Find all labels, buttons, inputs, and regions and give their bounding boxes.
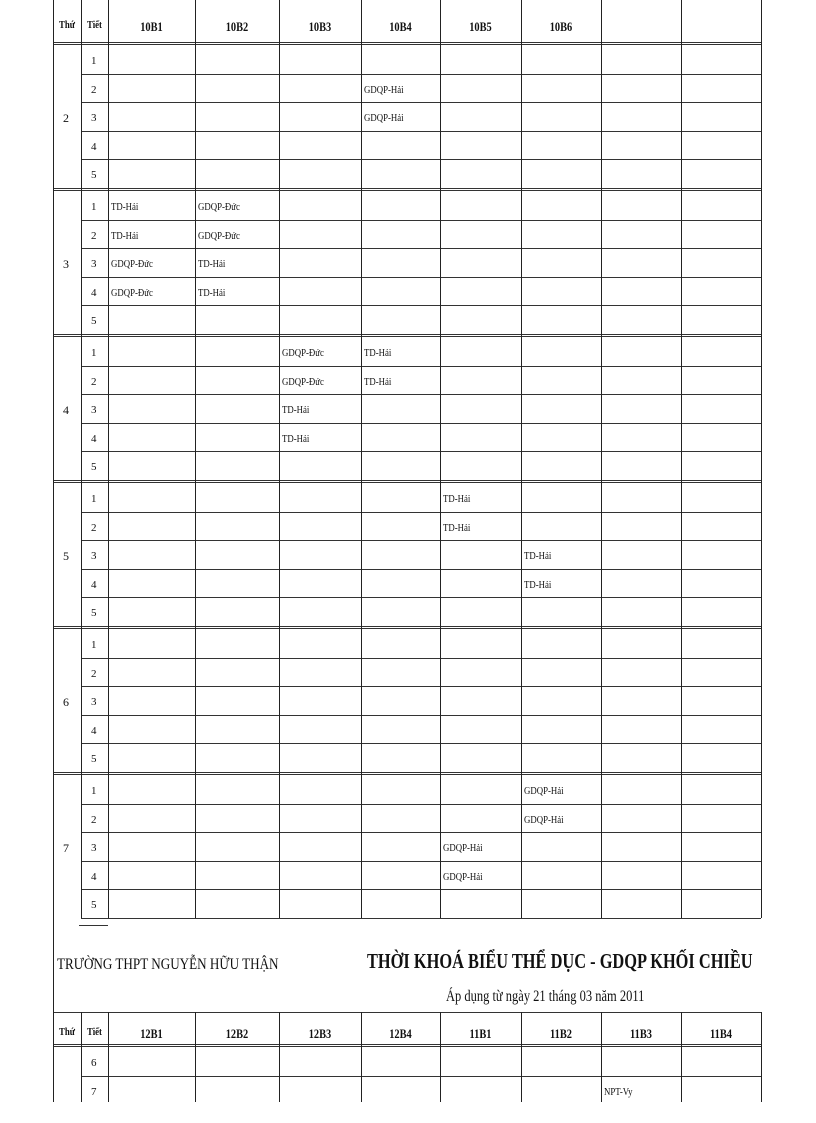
- schedule-entry: TD-Hải: [364, 375, 392, 388]
- grid-vline: [361, 0, 362, 918]
- schedule-entry: NPT-Vy: [604, 1085, 633, 1098]
- class-column-header: 11B3: [630, 1026, 652, 1041]
- effective-date: Áp dụng từ ngày 21 tháng 03 năm 2011: [446, 988, 645, 1005]
- class-column-header: 12B1: [140, 1026, 163, 1041]
- period-number: 1: [91, 347, 97, 359]
- grid-vline: [53, 918, 54, 1012]
- grid-vline: [440, 1012, 441, 1102]
- schedule-entry: GDQP-Đức: [111, 258, 153, 271]
- period-number: 3: [91, 112, 97, 125]
- grid-vline: [440, 0, 441, 918]
- class-column-header: 10B2: [225, 19, 249, 34]
- grid-hline: [81, 220, 761, 221]
- period-number: 4: [91, 286, 97, 299]
- period-number: 5: [91, 461, 97, 474]
- grid-vline: [108, 1012, 109, 1102]
- grid-vline: [279, 0, 280, 918]
- class-column-header: 11B1: [469, 1026, 492, 1041]
- class-column-header: 10B6: [549, 19, 573, 34]
- day-number: 5: [63, 548, 69, 563]
- grid-vline: [681, 0, 682, 918]
- period-number: 3: [91, 696, 97, 709]
- schedule-entry: GDQP-Đức: [282, 347, 324, 359]
- class-column-header: 12B4: [389, 1026, 412, 1041]
- schedule-entry: TD-Hải: [524, 550, 552, 563]
- grid-hline: [81, 305, 761, 306]
- grid-hline: [79, 925, 108, 926]
- schedule-entry: GDQP-Hải: [443, 842, 483, 855]
- period-number: 3: [91, 550, 97, 563]
- schedule-entry: GDQP-Đức: [282, 375, 324, 388]
- schedule-entry: GDQP-Đức: [111, 286, 153, 299]
- schedule-entry: TD-Hải: [524, 578, 552, 591]
- grid-hline: [81, 512, 761, 513]
- period-number: 5: [91, 607, 97, 620]
- grid-vline: [53, 1012, 54, 1102]
- timetable-title: THỜI KHOÁ BIỂU THỂ DỤC - GDQP KHỐI CHIỀU: [367, 949, 753, 973]
- grid-vline: [521, 0, 522, 918]
- period-number: 4: [91, 432, 97, 445]
- grid-vline: [279, 1012, 280, 1102]
- grid-hline: [81, 861, 761, 862]
- grid-hline: [81, 394, 761, 395]
- grid-hline: [81, 658, 761, 659]
- grid-vline: [761, 0, 762, 918]
- grid-hline: [53, 188, 761, 191]
- grid-hline: [81, 159, 761, 160]
- period-number: 6: [91, 1057, 97, 1069]
- period-number: 7: [91, 1085, 97, 1098]
- class-column-header: 10B3: [308, 19, 332, 34]
- grid-hline: [81, 248, 761, 249]
- grid-vline: [361, 1012, 362, 1102]
- day-number: 6: [63, 694, 69, 709]
- grid-vline: [681, 1012, 682, 1102]
- period-number: 2: [91, 813, 97, 826]
- grid-hline: [53, 334, 761, 337]
- grid-hline: [81, 569, 761, 570]
- grid-vline: [761, 1012, 762, 1102]
- grid-hline: [81, 804, 761, 805]
- day-number: 2: [63, 110, 69, 125]
- grid-vline: [601, 1012, 602, 1102]
- grid-hline: [53, 626, 761, 629]
- day-column-header: Thứ: [58, 19, 76, 31]
- period-number: 2: [91, 667, 97, 680]
- grid-vline: [53, 0, 54, 918]
- schedule-entry: TD-Hải: [282, 432, 310, 445]
- period-number: 2: [91, 375, 97, 388]
- grid-hline: [53, 1012, 761, 1013]
- period-number: 1: [91, 201, 97, 213]
- class-column-header: 12B3: [308, 1026, 332, 1041]
- grid-hline: [81, 597, 761, 598]
- grid-hline: [53, 772, 761, 775]
- class-column-header: 11B4: [710, 1026, 732, 1041]
- day-number: 3: [63, 256, 69, 271]
- schedule-entry: GDQP-Hải: [364, 83, 404, 96]
- period-number: 4: [91, 870, 97, 883]
- grid-hline: [53, 1044, 761, 1047]
- period-number: 5: [91, 899, 97, 912]
- grid-hline: [81, 131, 761, 132]
- period-number: 5: [91, 315, 97, 328]
- grid-hline: [81, 366, 761, 367]
- class-column-header: 11B2: [550, 1026, 572, 1041]
- schedule-entry: GDQP-Hải: [443, 870, 483, 883]
- grid-hline: [53, 480, 761, 483]
- grid-hline: [81, 889, 761, 890]
- schedule-entry: TD-Hải: [282, 404, 310, 417]
- day-number: 7: [63, 840, 69, 855]
- schedule-entry: TD-Hải: [198, 258, 226, 271]
- schedule-entry: GDQP-Hải: [524, 813, 564, 826]
- period-column-header: Tiết: [87, 19, 102, 31]
- period-number: 1: [91, 639, 97, 651]
- schedule-entry: TD-Hải: [364, 347, 392, 359]
- grid-hline: [81, 451, 761, 452]
- schedule-entry: GDQP-Đức: [198, 229, 240, 242]
- grid-vline: [521, 1012, 522, 1102]
- grid-vline: [108, 0, 109, 918]
- grid-hline: [81, 74, 761, 75]
- schedule-entry: GDQP-Hải: [364, 112, 404, 125]
- grid-hline: [81, 1076, 761, 1077]
- grid-hline: [81, 102, 761, 103]
- period-number: 4: [91, 578, 97, 591]
- schedule-entry: TD-Hải: [111, 201, 139, 213]
- period-column-header: Tiết: [87, 1026, 102, 1038]
- grid-vline: [195, 0, 196, 918]
- grid-hline: [81, 832, 761, 833]
- schedule-entry: TD-Hải: [111, 229, 139, 242]
- grid-vline: [81, 1012, 82, 1102]
- grid-vline: [601, 0, 602, 918]
- grid-hline: [53, 42, 761, 45]
- period-number: 5: [91, 169, 97, 182]
- schedule-entry: GDQP-Hải: [524, 785, 564, 797]
- grid-hline: [81, 686, 761, 687]
- schedule-entry: TD-Hải: [443, 521, 471, 534]
- period-number: 3: [91, 842, 97, 855]
- period-number: 4: [91, 140, 97, 153]
- grid-hline: [81, 715, 761, 716]
- period-number: 3: [91, 404, 97, 417]
- class-column-header: 10B1: [140, 19, 163, 34]
- schedule-entry: GDQP-Đức: [198, 201, 240, 213]
- period-number: 3: [91, 258, 97, 271]
- grid-hline: [81, 743, 761, 744]
- period-number: 1: [91, 785, 97, 797]
- period-number: 5: [91, 753, 97, 766]
- period-number: 2: [91, 521, 97, 534]
- period-number: 2: [91, 229, 97, 242]
- grid-hline: [81, 277, 761, 278]
- grid-vline: [195, 1012, 196, 1102]
- class-column-header: 12B2: [225, 1026, 249, 1041]
- day-column-header: Thứ: [58, 1026, 76, 1038]
- period-number: 1: [91, 493, 97, 505]
- grid-hline: [81, 540, 761, 541]
- school-name: TRƯỜNG THPT NGUYỄN HỮU THẬN: [57, 956, 279, 973]
- schedule-entry: TD-Hải: [198, 286, 226, 299]
- class-column-header: 10B4: [389, 19, 412, 34]
- grid-hline: [81, 423, 761, 424]
- period-number: 2: [91, 83, 97, 96]
- class-column-header: 10B5: [469, 19, 492, 34]
- grid-hline: [81, 918, 761, 919]
- schedule-entry: TD-Hải: [443, 493, 471, 505]
- day-number: 4: [63, 402, 69, 417]
- grid-vline: [81, 0, 82, 918]
- period-number: 4: [91, 724, 97, 737]
- period-number: 1: [91, 55, 97, 67]
